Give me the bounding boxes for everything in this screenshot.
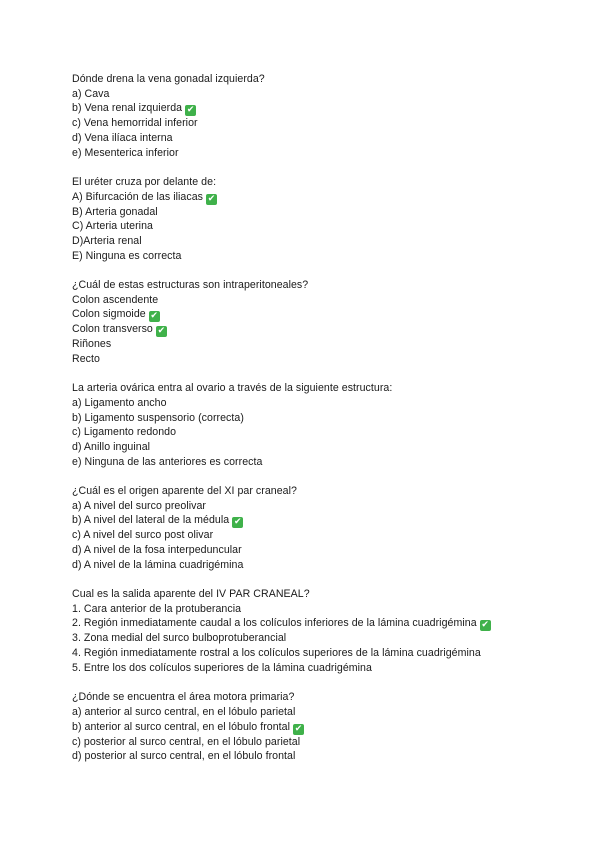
answer-text: 4. Región inmediatamente rostral a los colículos superiores de la lámina cuadrigémina <box>72 647 481 660</box>
check-mark-icon: ✔ <box>481 620 489 631</box>
check-mark-icon: ✔ <box>233 517 242 528</box>
answer-option <box>72 219 600 234</box>
answer-text: a) A nivel del surco preolivar <box>72 499 206 512</box>
question-prompt: Dónde drena la vena gonadal izquierda? <box>72 73 265 85</box>
answer-option <box>72 293 600 308</box>
question-prompt: El uréter cruza por delante de: <box>72 176 217 189</box>
question-block <box>72 484 600 573</box>
question-list <box>72 72 600 764</box>
question-block <box>72 278 600 367</box>
check-mark-icon: ✔ <box>207 193 216 204</box>
answer-option <box>72 425 600 440</box>
answer-option <box>72 205 600 220</box>
answer-text: a) Cava <box>72 87 110 100</box>
check-mark-icon: ✔ <box>157 326 166 337</box>
answer-text: c) Ligamento redondo <box>72 426 177 439</box>
answer-option <box>72 307 600 322</box>
answer-option <box>72 455 600 470</box>
question-prompt: ¿Cuál de estas estructuras son intraperitoneales? <box>72 279 309 292</box>
answer-option <box>72 337 600 352</box>
question-block <box>72 175 600 264</box>
answer-text: 3. Zona medial del surco bulboprotuberancial <box>72 632 287 645</box>
check-mark-icon: ✔ <box>186 105 195 116</box>
answer-text: c) posterior al surco central, en el lóbulo parietal <box>72 735 301 748</box>
answer-text: d) A nivel de la lámina cuadrigémina <box>72 558 244 571</box>
answer-text: Colon transverso <box>72 323 153 336</box>
answer-text: e) Mesenterica inferior <box>72 146 179 159</box>
answer-option <box>72 101 600 116</box>
answer-option <box>72 705 600 720</box>
answer-text: d) Vena ilíaca interna <box>72 132 173 145</box>
question-block <box>72 381 600 469</box>
answer-option <box>72 411 600 426</box>
answer-option <box>72 131 600 146</box>
answer-text: 1. Cara anterior de la protuberancia <box>72 602 242 615</box>
answer-text: d) A nivel de la fosa interpeduncular <box>72 544 242 557</box>
answer-text: Recto <box>72 353 100 366</box>
answer-option <box>72 396 600 411</box>
answer-option <box>72 631 600 646</box>
answer-option <box>72 499 600 514</box>
answer-text: C) Arteria uterina <box>72 220 153 233</box>
answer-text: b) Vena renal izquierda <box>72 102 183 115</box>
answer-option <box>72 234 600 249</box>
question-prompt: ¿Cuál es el origen aparente del XI par craneal? <box>72 485 297 498</box>
answer-option <box>72 87 600 102</box>
answer-option <box>72 558 600 573</box>
question-prompt: La arteria ovárica entra al ovario a través de la siguiente estructura: <box>72 382 393 395</box>
answer-option <box>72 513 600 528</box>
answer-option <box>72 646 600 661</box>
answer-text: Colon ascendente <box>72 293 159 306</box>
answer-text: b) Ligamento suspensorio (correcta) <box>72 411 244 424</box>
answer-text: 2. Región inmediatamente caudal a los colículos inferiores de la lámina cuadrigémina <box>72 617 477 630</box>
answer-text: Riñones <box>72 338 112 351</box>
answer-option <box>72 720 600 735</box>
answer-text: a) anterior al surco central, en el lóbulo parietal <box>72 705 296 718</box>
answer-option <box>72 543 600 558</box>
answer-option <box>72 116 600 131</box>
answer-option <box>72 661 600 676</box>
answer-text: b) A nivel del lateral de la médula <box>72 514 230 527</box>
answer-text: 5. Entre los dos colículos superiores de la lámina cuadrigémina <box>72 661 372 674</box>
question-block <box>72 690 600 764</box>
question-prompt: ¿Dónde se encuentra el área motora primaria? <box>72 691 295 704</box>
answer-option <box>72 146 600 161</box>
question-block <box>72 72 600 161</box>
answer-text: c) Vena hemorridal inferior <box>72 117 198 130</box>
answer-text: D)Arteria renal <box>72 235 142 248</box>
answer-option <box>72 735 600 750</box>
answer-text: c) A nivel del surco post olivar <box>72 529 214 542</box>
answer-option <box>72 249 600 264</box>
answer-option <box>72 440 600 455</box>
answer-text: Colon sigmoide <box>72 308 146 321</box>
check-mark-icon: ✔ <box>294 723 303 734</box>
answer-text: a) Ligamento ancho <box>72 397 167 410</box>
answer-option <box>72 190 600 205</box>
answer-option <box>72 352 600 367</box>
answer-option <box>72 322 600 337</box>
answer-text: d) Anillo inguinal <box>72 441 151 454</box>
question-prompt: Cual es la salida aparente del IV PAR CRANEAL? <box>72 588 310 601</box>
answer-text: B) Arteria gonadal <box>72 205 158 218</box>
question-block <box>72 587 600 676</box>
answer-option <box>72 616 600 631</box>
answer-text: b) anterior al surco central, en el lóbulo frontal <box>72 720 291 733</box>
answer-text: A) Bifurcación de las iliacas <box>72 190 203 203</box>
check-mark-icon: ✔ <box>150 311 159 322</box>
answer-text: E) Ninguna es correcta <box>72 249 182 262</box>
answer-option <box>72 749 600 764</box>
answer-option <box>72 602 600 617</box>
answer-text: e) Ninguna de las anteriores es correcta <box>72 455 263 468</box>
answer-option <box>72 528 600 543</box>
answer-text: d) posterior al surco central, en el lóbulo frontal <box>72 750 296 763</box>
